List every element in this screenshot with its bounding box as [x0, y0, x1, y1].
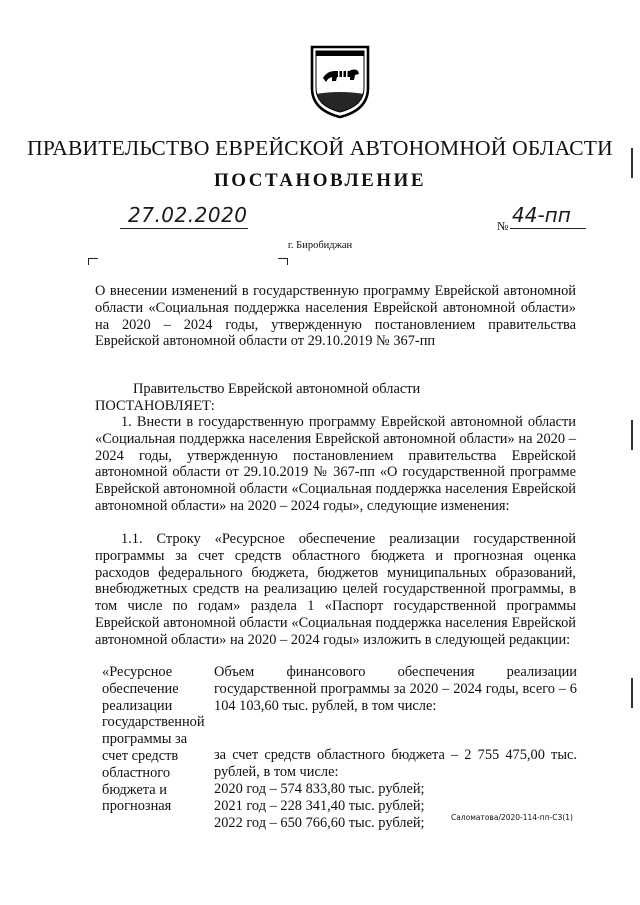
scan-mark — [631, 148, 633, 178]
footer-code: Саломатова/2020-114-пп-СЗ(1) — [451, 813, 573, 822]
row-label-line: бюджета и — [102, 781, 167, 798]
document-type: ПОСТАНОВЛЕНИЕ — [213, 170, 427, 191]
row-label-line: обеспечение — [102, 680, 179, 697]
year-amount: 2021 год – 228 341,40 тыс. рублей; — [214, 797, 425, 814]
row-label-line: счет средств — [102, 747, 179, 764]
title-line: области «Социальная поддержка населения Еврейской автономной области» — [95, 299, 576, 316]
row-label-line: программы за — [102, 731, 188, 748]
decree-number: 44-пп — [512, 203, 571, 227]
regional-budget-funding: за счет средств областного бюджета – 2 755 475,00 тыс. рублей, в том числе: — [214, 747, 577, 781]
coat-of-arms-emblem — [309, 44, 371, 120]
number-underline — [510, 228, 586, 229]
row-label-line: областного — [102, 764, 171, 781]
row-label-line: прогнозная — [102, 798, 172, 815]
number-label: № — [497, 219, 509, 233]
scan-mark — [631, 420, 633, 450]
item-1-1: 1.1. Строку «Ресурсное обеспечение реализации государственной программы за счет средств областного бюджета и прогнозная оценка расходов федерального бюджета, бюджетов муниципальных образований, внебюджетных средств на реализацию целей государственной программы, в том числе по годам» раздела 1 «Паспорт государственной программы Еврейской автономной области «Социальная поддержка населения Еврейской автономной области» на 2020 – 2024 годы» изложить в следующей редакции: — [95, 531, 576, 648]
decree-date: 27.02.2020 — [128, 203, 248, 227]
title-bracket-right — [278, 258, 288, 265]
city: г. Биробиджан — [287, 240, 353, 251]
issuer: Правительство Еврейской автономной области — [133, 381, 421, 397]
row-value — [214, 664, 577, 831]
total-funding: Объем финансового обеспечения реализации государственной программы за 2020 – 2024 годы, всего – 6 104 103,60 тыс. рублей, в том числе: — [214, 664, 577, 714]
row-label-line: реализации — [102, 697, 173, 714]
scan-mark — [631, 678, 633, 708]
item-1: 1. Внести в государственную программу Еврейской автономной области «Социальная поддержка населения Еврейской автономной области» на 2020 – 2024 годы, утвержденную постановлением правительства Еврейской автономной области от 29.10.2019 № 367-пп «О государственной программе Еврейской автономной области «Социальная поддержка населения Еврейской автономной области» на 2020 – 2024 годы», следующие изменения: — [95, 414, 576, 514]
title-line: Еврейской автономной области от 29.10.2019 № 367-пп — [95, 333, 436, 350]
decree-title — [95, 283, 576, 350]
title-line: О внесении изменений в государственную программу Еврейской автономной — [95, 283, 576, 299]
resolves: ПОСТАНОВЛЯЕТ: — [95, 398, 215, 414]
government-name: ПРАВИТЕЛЬСТВО ЕВРЕЙСКОЙ АВТОНОМНОЙ ОБЛАСТИ — [27, 136, 613, 160]
date-underline — [120, 228, 248, 229]
title-line: на 2020 – 2024 годы, утвержденную постановлением правительства — [95, 316, 576, 333]
year-amount: 2022 год – 650 766,60 тыс. рублей; — [214, 814, 425, 831]
row-label-line: государственной — [102, 714, 205, 731]
row-label — [102, 664, 214, 815]
title-bracket-left — [88, 258, 98, 265]
row-label-line: «Ресурсное — [102, 664, 173, 680]
year-amount: 2020 год – 574 833,80 тыс. рублей; — [214, 780, 425, 797]
